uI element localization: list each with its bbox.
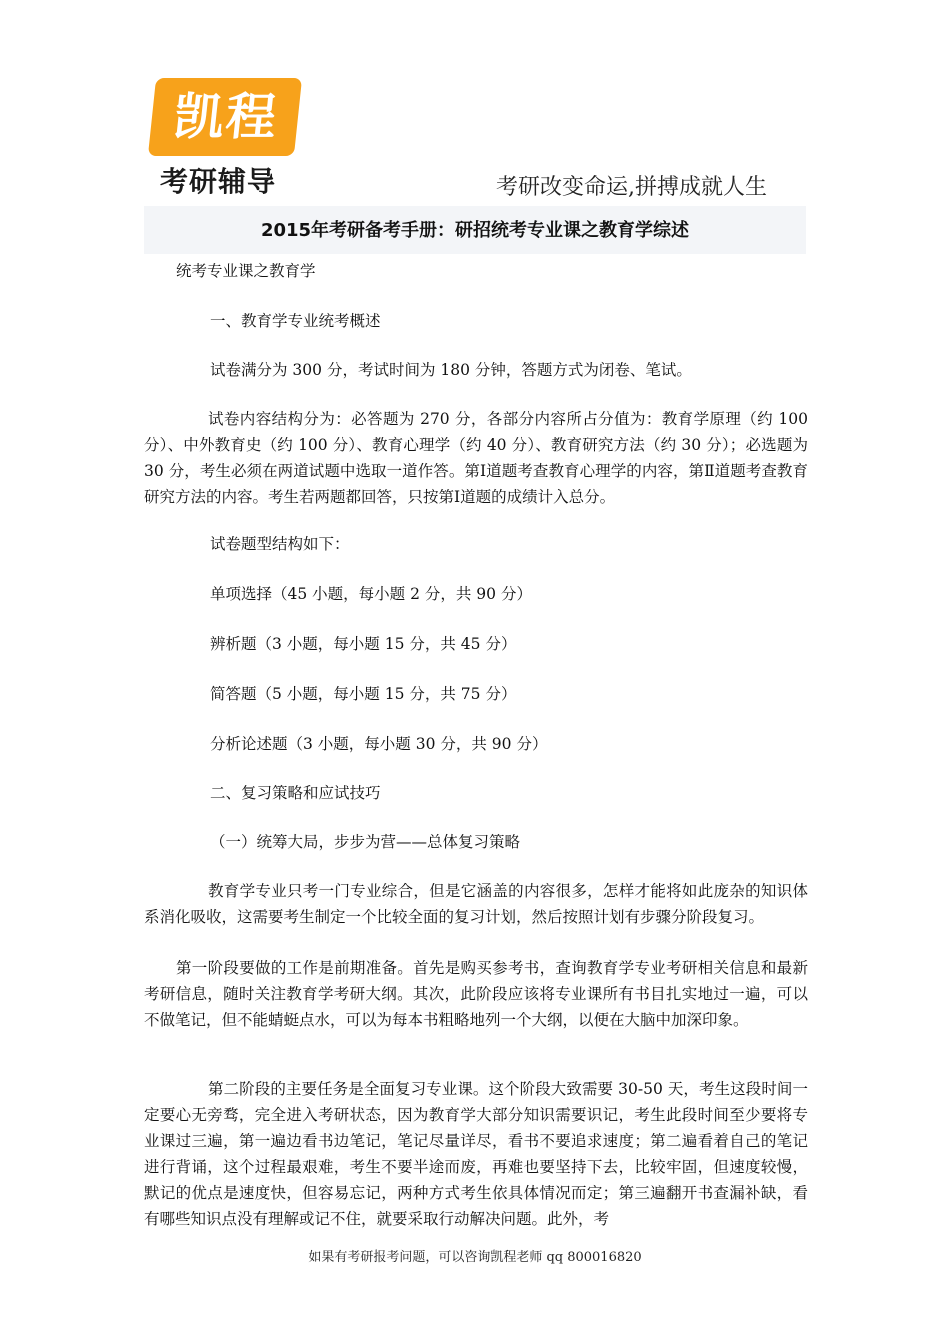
question-type-3: 简答题（5 小题，每小题 15 分，共 75 分） xyxy=(210,685,517,703)
slogan: 考研改变命运,拼搏成就人生 xyxy=(496,175,767,200)
logo xyxy=(150,78,300,198)
paragraph-intro: 教育学专业只考一门专业综合，但是它涵盖的内容很多，怎样才能将如此庞杂的知识体系消化吸收，这需要考生制定一个比较全面的复习计划，然后按照计划有步骤分阶段复习。 xyxy=(144,882,808,926)
paragraph-score: 试卷满分为 300 分，考试时间为 180 分钟，答题方式为闭卷、笔试。 xyxy=(210,361,692,379)
logo-subtitle: 考研辅导 xyxy=(160,165,277,198)
question-type-2: 辨析题（3 小题，每小题 15 分，共 45 分） xyxy=(210,635,517,653)
subtitle: 统考专业课之教育学 xyxy=(176,262,316,280)
paragraph-structure: 试卷内容结构分为：必答题为 270 分，各部分内容所占分值为：教育学原理（约 100 分）、中外教育史（约 100 分）、教育心理学（约 40 分）、教育研究方法（约 30 分）；必选题为 30 分，考生必须在两道试题中选取一道作答。第Ⅰ道题考查教育心理学的内容，第Ⅱ道题考查教育研究方法的内容。考生若两题都回答，只按第Ⅰ道题的成绩计入总分。 xyxy=(144,410,808,506)
page-title: 2015年考研备考手册：研招统考专业课之教育学综述 xyxy=(260,220,690,241)
section1-heading: 一、教育学专业统考概述 xyxy=(210,312,381,330)
question-type-4: 分析论述题（3 小题，每小题 30 分，共 90 分） xyxy=(210,735,548,753)
paragraph-types-intro: 试卷题型结构如下： xyxy=(210,535,350,553)
sub1-heading: （一）统筹大局，步步为营——总体复习策略 xyxy=(210,833,521,851)
question-type-1: 单项选择（45 小题，每小题 2 分，共 90 分） xyxy=(210,585,532,603)
section2-heading: 二、复习策略和应试技巧 xyxy=(210,784,381,802)
footer: 如果有考研报考问题，可以咨询凯程老师 qq 800016820 xyxy=(308,1250,642,1265)
logo-mark-text: 凯程 xyxy=(170,88,282,146)
paragraph-stage1: 第一阶段要做的工作是前期准备。首先是购买参考书，查询教育学专业考研相关信息和最新考研信息，随时关注教育学考研大纲。其次，此阶段应该将专业课所有书目扎实地过一遍，可以不做笔记，但不能蜻蜓点水，可以为每本书粗略地列一个大纲，以便在大脑中加深印象。 xyxy=(144,959,808,1029)
paragraph-stage2: 第二阶段的主要任务是全面复习专业课。这个阶段大致需要 30-50 天，考生这段时间一定要心无旁骛，完全进入考研状态，因为教育学大部分知识需要识记，考生此段时间至少要将专业课过三遍，第一遍边看书边笔记，笔记尽量详尽，看书不要追求速度；第二遍看着自己的笔记进行背诵，这个过程最艰难，考生不要半途而废，再难也要坚持下去，比较牢固，但速度较慢，默记的优点是速度快，但容易忘记，两种方式考生依具体情况而定；第三遍翻开书查漏补缺，看有哪些知识点没有理解或记不住，就要采取行动解决问题。此外，考 xyxy=(144,1080,808,1228)
